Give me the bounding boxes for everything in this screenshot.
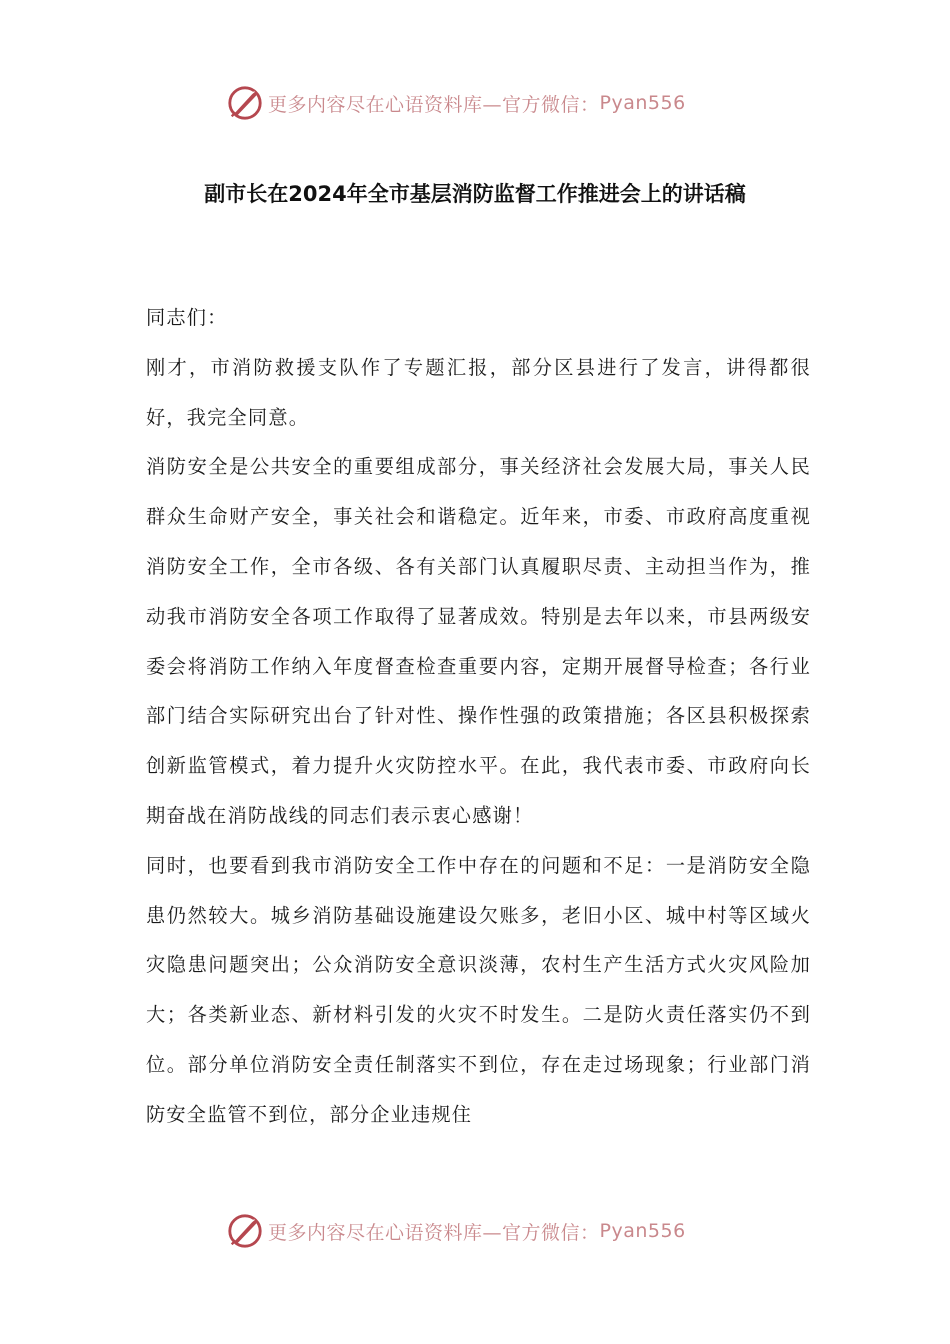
footer-banner [226,1211,686,1251]
document-title: 副市长在2024年全市基层消防监督工作推进会上的讲话稿 [204,182,746,206]
paragraph-3: 同时，也要看到我市消防安全工作中存在的问题和不足：一是消防安全隐患仍然较大。城乡消防基础设施建设欠账多，老旧小区、城中村等区域火灾隐患问题突出；公众消防安全意识淡薄，农村生产生活方式火灾风险加大；各类新业态、新材料引发的火灾不时发生。二是防火责任落实仍不到位。部分单位消防安全责任制落实不到位，存在走过场现象；行业部门消防安全监管不到位，部分企业违规住 [146,853,811,1126]
salutation: 同志们： [146,306,228,329]
header-banner [226,83,686,123]
paragraph-1: 刚才，市消防救援支队作了专题汇报，部分区县进行了发言，讲得都很好，我完全同意。 [146,355,811,429]
footer-wechat-id: Pyan556 [599,1220,686,1242]
footer-banner-text: 更多内容尽在心语资料库—官方微信： [268,1221,600,1244]
quill-pen-logo-icon [226,1212,264,1250]
quill-pen-logo-icon [226,84,264,122]
paragraph-2: 消防安全是公共安全的重要组成部分，事关经济社会发展大局，事关人民群众生命财产安全，事关社会和谐稳定。近年来，市委、市政府高度重视消防安全工作，全市各级、各有关部门认真履职尽责、主动担当作为，推动我市消防安全各项工作取得了显著成效。特别是去年以来，市县两级安委会将消防工作纳入年度督查检查重要内容，定期开展督导检查；各行业部门结合实际研究出台了针对性、操作性强的政策措施；各区县积极探索创新监管模式，着力提升火灾防控水平。在此，我代表市委、市政府向长期奋战在消防战线的同志们表示衷心感谢！ [146,455,811,827]
header-banner-text: 更多内容尽在心语资料库—官方微信： [268,93,600,116]
header-wechat-id: Pyan556 [599,92,686,114]
document-body [146,293,811,1140]
